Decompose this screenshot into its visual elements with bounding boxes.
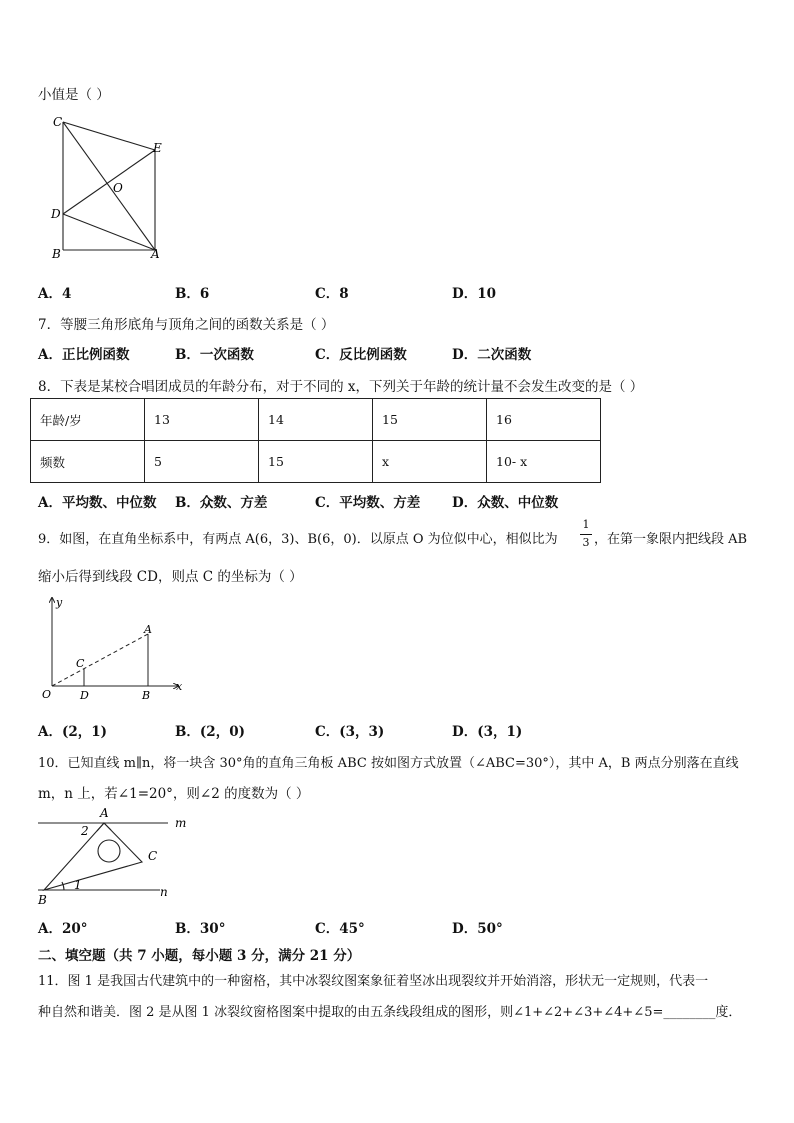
q9-stem-c: 缩小后得到线段 CD，则点 C 的坐标为（ ） xyxy=(38,569,303,585)
q6-label-c: C xyxy=(53,115,63,129)
q7-option-c: C．反比例函数 xyxy=(315,347,407,363)
q8-option-b: B．众数、方差 xyxy=(175,495,268,511)
q8-option-c: C．平均数、方差 xyxy=(315,495,421,511)
q9-option-a: A．(2，1) xyxy=(38,724,108,740)
q9-label-a: A xyxy=(144,623,152,636)
q6-stem: 小值是（ ） xyxy=(38,87,110,103)
q10-figure xyxy=(34,804,204,908)
q9-label-x: x xyxy=(176,680,183,693)
q10-option-d: D．50° xyxy=(452,921,503,937)
q6-label-d: D xyxy=(51,207,61,221)
q10-label-b: B xyxy=(38,893,47,907)
q10-option-a: A．20° xyxy=(38,921,88,937)
q9-option-d: D．(3，1) xyxy=(452,724,523,740)
q9-label-d: D xyxy=(80,689,89,702)
q6-option-d: D．10 xyxy=(452,286,496,302)
q11-line-2: 种自然和谐美．图 2 是从图 1 冰裂纹窗格图案中提取的由五条线段组成的图形，则∠1+∠2+∠3+∠4+∠5=________度． xyxy=(38,1005,742,1020)
q10-option-c: C．45° xyxy=(315,921,365,937)
table-cell: 15 xyxy=(259,441,373,483)
q9-frac-bar xyxy=(580,534,592,535)
q9-label-c: C xyxy=(76,657,85,670)
table-cell: 14 xyxy=(259,399,373,441)
table-cell: x xyxy=(373,441,487,483)
q6-figure xyxy=(45,112,175,262)
q10-label-1: 1 xyxy=(74,878,82,892)
q7-stem: 7．等腰三角形底角与顶角之间的函数关系是（ ） xyxy=(38,317,335,333)
q6-label-b: B xyxy=(52,247,61,261)
q8-stem: 8．下表是某校合唱团成员的年龄分布，对于不同的 x，下列关于年龄的统计量不会发生改变的是（ ） xyxy=(38,379,644,395)
q6-option-a: A．4 xyxy=(38,286,72,302)
q6-option-c: C．8 xyxy=(315,286,349,302)
table-row xyxy=(31,399,601,441)
q7-option-b: B．一次函数 xyxy=(175,347,254,363)
q9-stem-b: ，在第一象限内把线段 AB xyxy=(594,532,748,547)
q9-option-c: C．(3，3) xyxy=(315,724,385,740)
q8-table xyxy=(30,398,601,483)
q6-label-a: A xyxy=(151,247,160,261)
q10-stem-b: m，n 上，若∠1=20°，则∠2 的度数为（ ） xyxy=(38,786,310,802)
q10-label-n: n xyxy=(160,885,168,899)
table-cell: 频数 xyxy=(31,441,145,483)
q9-option-b: B．(2，0) xyxy=(175,724,245,740)
q9-frac-num: 1 xyxy=(582,518,590,531)
q9-stem-a: 9．如图，在直角坐标系中，有两点 A(6，3)、B(6，0)．以原点 O 为位似中心，相似比为 xyxy=(38,532,558,547)
table-cell: 10- x xyxy=(487,441,601,483)
table-cell: 16 xyxy=(487,399,601,441)
q10-label-m: m xyxy=(175,816,187,830)
table-cell: 年龄/岁 xyxy=(31,399,145,441)
table-cell: 13 xyxy=(145,399,259,441)
q6-label-o: O xyxy=(113,181,123,195)
q6-option-b: B．6 xyxy=(175,286,210,302)
q9-label-o: O xyxy=(42,688,52,701)
q11-line-1: 11．图 1 是我国古代建筑中的一种窗格，其中冰裂纹图案象征着坚冰出现裂纹并开始消溶，形状无一定规则，代表一 xyxy=(38,974,709,989)
q10-stem-a: 10．已知直线 m∥n，将一块含 30°角的直角三角板 ABC 按如图方式放置（∠ABC=30°），其中 A，B 两点分别落在直线 xyxy=(38,756,739,771)
q7-option-a: A．正比例函数 xyxy=(38,347,130,363)
q9-label-y: y xyxy=(56,596,63,609)
q10-option-b: B．30° xyxy=(175,921,226,937)
q9-frac-den: 3 xyxy=(582,536,590,549)
table-cell: 15 xyxy=(373,399,487,441)
q8-option-a: A．平均数、中位数 xyxy=(38,495,157,511)
q9-label-b: B xyxy=(142,689,151,702)
q10-label-c: C xyxy=(148,849,158,863)
table-row xyxy=(31,441,601,483)
q8-option-d: D．众数、中位数 xyxy=(452,495,559,511)
q9-figure xyxy=(38,592,198,706)
q6-label-e: E xyxy=(153,141,162,155)
section-heading: 二、填空题（共 7 小题，每小题 3 分，满分 21 分） xyxy=(38,948,361,964)
table-cell: 5 xyxy=(145,441,259,483)
q10-label-a: A xyxy=(100,806,109,820)
q7-option-d: D．二次函数 xyxy=(452,347,532,363)
q10-label-2: 2 xyxy=(81,824,89,838)
